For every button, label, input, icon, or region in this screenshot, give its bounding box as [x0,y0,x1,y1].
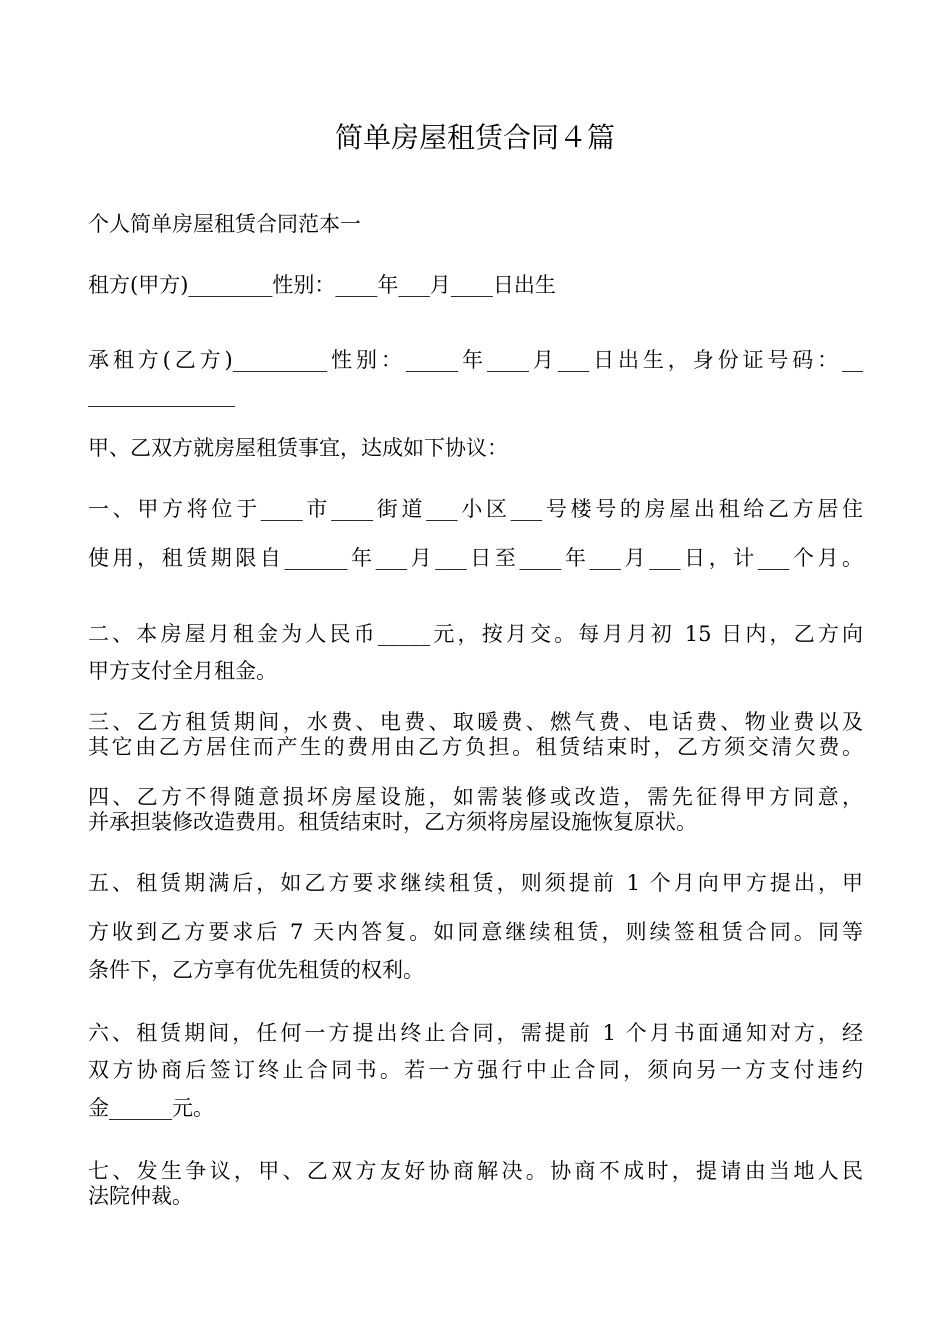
clause-4-line-1: 四、乙方不得随意损坏房屋设施，如需装修或改造，需先征得甲方同意， [88,785,863,809]
section-heading: 个人简单房屋租赁合同范本一 [88,212,361,236]
clause-5-line-3: 条件下，乙方享有优先租赁的权利。 [88,958,424,982]
clause-2-line-1: 二、本房屋月租金为人民币_____元，按月交。每月月初 15 日内，乙方向 [88,622,863,646]
party-b-line-1: 承租方(乙方)_________性别：_____年____月___日出生，身份证号码：__ [88,348,863,372]
clause-7-line-2: 法院仲裁。 [88,1184,193,1208]
clause-1-line-2: 使用，租赁期限自______年___月___日至____年___月___日，计___个月。 [88,546,863,570]
clause-4-line-2: 并承担装修改造费用。租赁结束时，乙方须将房屋设施恢复原状。 [88,810,697,834]
clause-7-line-1: 七、发生争议，甲、乙双方友好协商解决。协商不成时，提请由当地人民 [88,1159,863,1183]
clause-3-line-2: 其它由乙方居住而产生的费用由乙方负担。租赁结束时，乙方须交清欠费。 [88,735,863,759]
clause-3-line-1: 三、乙方租赁期间，水费、电费、取暖费、燃气费、电话费、物业费以及 [88,710,863,734]
clause-1-line-1: 一、甲方将位于____市____街道___小区___号楼号的房屋出租给乙方居住 [88,497,863,521]
document-title: 简单房屋租赁合同４篇 [334,121,615,154]
party-a-line: 租方(甲方)________性别：____年___月____日出生 [88,273,556,297]
clause-6-line-2: 双方协商后签订终止合同书。若一方强行中止合同，须向另一方支付违约 [88,1058,863,1082]
clause-6-line-1: 六、租赁期间，任何一方提出终止合同，需提前 1 个月书面通知对方，经 [88,1021,863,1045]
clause-6-line-3: 金______元。 [88,1096,214,1120]
intro-paragraph: 甲、乙双方就房屋租赁事宜，达成如下协议： [88,436,508,460]
clause-5-line-2: 方收到乙方要求后 7 天内答复。如同意继续租赁，则续签租赁合同。同等 [88,920,863,944]
party-b-line-2: ______________ [88,383,235,407]
clause-5-line-1: 五、租赁期满后，如乙方要求继续租赁，则须提前 1 个月向甲方提出，甲 [88,871,863,895]
clause-2-line-2: 甲方支付全月租金。 [88,659,277,683]
